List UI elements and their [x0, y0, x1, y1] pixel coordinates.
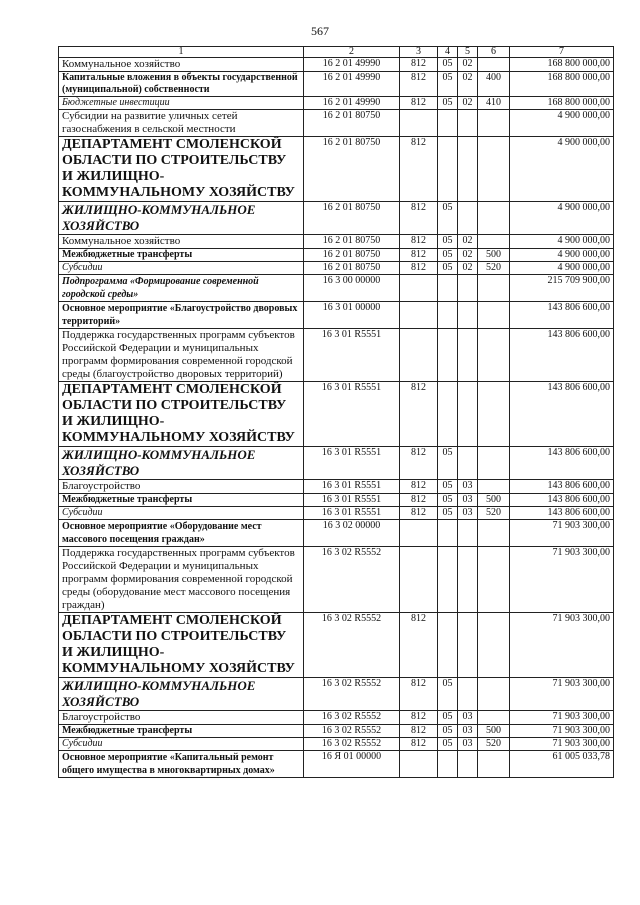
amount: 71 903 300,00 — [510, 678, 614, 711]
expense-type-code — [478, 751, 510, 778]
line-item-name: Субсидии на развитие уличных сетей газоснабжения в сельской местности — [59, 110, 304, 137]
section-code: 05 — [438, 235, 458, 249]
amount: 143 806 600,00 — [510, 507, 614, 520]
subsection-code — [458, 447, 478, 480]
line-item-name: Благоустройство — [59, 711, 304, 725]
amount: 143 806 600,00 — [510, 329, 614, 382]
section-code: 05 — [438, 58, 458, 72]
line-item-name: Межбюджетные трансферты — [59, 249, 304, 262]
column-number: 2 — [304, 47, 400, 58]
department-code — [400, 547, 438, 613]
table-row — [59, 751, 614, 778]
subsection-code — [458, 110, 478, 137]
line-item-name: Субсидии — [59, 507, 304, 520]
line-item-name: Бюджетные инвестиции — [59, 97, 304, 110]
expense-type-code — [478, 329, 510, 382]
target-article-code: 16 3 01 R5551 — [304, 447, 400, 480]
department-code: 812 — [400, 480, 438, 494]
table-row — [59, 58, 614, 72]
table-row — [59, 137, 614, 202]
amount: 4 900 000,00 — [510, 249, 614, 262]
expense-type-code: 410 — [478, 97, 510, 110]
department-code — [400, 751, 438, 778]
subsection-code: 03 — [458, 738, 478, 751]
target-article-code: 16 2 01 80750 — [304, 110, 400, 137]
amount: 71 903 300,00 — [510, 547, 614, 613]
page-number: 567 — [311, 24, 329, 38]
amount: 143 806 600,00 — [510, 302, 614, 329]
column-number: 5 — [458, 47, 478, 58]
amount: 143 806 600,00 — [510, 382, 614, 447]
subsection-code: 03 — [458, 711, 478, 725]
subsection-code — [458, 382, 478, 447]
column-number: 7 — [510, 47, 614, 58]
column-number: 4 — [438, 47, 458, 58]
department-code: 812 — [400, 262, 438, 275]
subsection-code: 02 — [458, 249, 478, 262]
department-code: 812 — [400, 235, 438, 249]
section-code — [438, 302, 458, 329]
line-item-name: ЖИЛИЩНО-КОММУНАЛЬНОЕ ХОЗЯЙСТВО — [59, 678, 304, 711]
section-code: 05 — [438, 72, 458, 97]
section-code: 05 — [438, 678, 458, 711]
table-row — [59, 235, 614, 249]
column-number-header — [59, 47, 614, 58]
table-row — [59, 613, 614, 678]
line-item-name: Капитальные вложения в объекты государственной (муниципальной) собственности — [59, 72, 304, 97]
line-item-name: Поддержка государственных программ субъектов Российской Федерации и муниципальных программ формирования современной городской среды (оборудование мест массового посещения граждан) — [59, 547, 304, 613]
target-article-code: 16 3 02 R5552 — [304, 678, 400, 711]
section-code: 05 — [438, 494, 458, 507]
department-code: 812 — [400, 725, 438, 738]
department-code: 812 — [400, 202, 438, 235]
target-article-code: 16 2 01 80750 — [304, 235, 400, 249]
amount: 143 806 600,00 — [510, 480, 614, 494]
section-code — [438, 329, 458, 382]
subsection-code — [458, 613, 478, 678]
amount: 215 709 900,00 — [510, 275, 614, 302]
subsection-code — [458, 302, 478, 329]
line-item-name: ДЕПАРТАМЕНТ СМОЛЕНСКОЙ ОБЛАСТИ ПО СТРОИТЕЛЬСТВУ И ЖИЛИЩНО-КОММУНАЛЬНОМУ ХОЗЯЙСТВУ — [59, 137, 304, 202]
target-article-code: 16 3 02 R5552 — [304, 613, 400, 678]
department-code — [400, 520, 438, 547]
expense-type-code — [478, 275, 510, 302]
section-code: 05 — [438, 738, 458, 751]
amount: 4 900 000,00 — [510, 262, 614, 275]
department-code: 812 — [400, 382, 438, 447]
subsection-code — [458, 520, 478, 547]
line-item-name: ЖИЛИЩНО-КОММУНАЛЬНОЕ ХОЗЯЙСТВО — [59, 447, 304, 480]
table-row — [59, 725, 614, 738]
section-code: 05 — [438, 202, 458, 235]
target-article-code: 16 2 01 80750 — [304, 202, 400, 235]
table-row — [59, 711, 614, 725]
amount: 71 903 300,00 — [510, 613, 614, 678]
section-code — [438, 520, 458, 547]
subsection-code: 03 — [458, 494, 478, 507]
table-row — [59, 302, 614, 329]
expense-type-code — [478, 520, 510, 547]
target-article-code: 16 2 01 80750 — [304, 137, 400, 202]
amount: 168 800 000,00 — [510, 58, 614, 72]
amount: 71 903 300,00 — [510, 520, 614, 547]
section-code: 05 — [438, 480, 458, 494]
expense-type-code — [478, 613, 510, 678]
expense-type-code — [478, 711, 510, 725]
subsection-code: 03 — [458, 725, 478, 738]
table-row — [59, 547, 614, 613]
subsection-code — [458, 329, 478, 382]
target-article-code: 16 3 01 R5551 — [304, 382, 400, 447]
section-code — [438, 613, 458, 678]
expense-type-code — [478, 302, 510, 329]
expense-type-code — [478, 480, 510, 494]
expense-type-code — [478, 382, 510, 447]
expense-type-code — [478, 235, 510, 249]
section-code: 05 — [438, 262, 458, 275]
expense-type-code: 520 — [478, 507, 510, 520]
department-code: 812 — [400, 58, 438, 72]
target-article-code: 16 Я 01 00000 — [304, 751, 400, 778]
department-code: 812 — [400, 613, 438, 678]
expense-type-code: 500 — [478, 725, 510, 738]
department-code — [400, 110, 438, 137]
table-row — [59, 202, 614, 235]
section-code: 05 — [438, 711, 458, 725]
subsection-code — [458, 547, 478, 613]
line-item-name: Подпрограмма «Формирование современной городской среды» — [59, 275, 304, 302]
amount: 4 900 000,00 — [510, 110, 614, 137]
line-item-name: Коммунальное хозяйство — [59, 58, 304, 72]
section-code — [438, 547, 458, 613]
subsection-code: 02 — [458, 262, 478, 275]
section-code — [438, 751, 458, 778]
line-item-name: ДЕПАРТАМЕНТ СМОЛЕНСКОЙ ОБЛАСТИ ПО СТРОИТЕЛЬСТВУ И ЖИЛИЩНО-КОММУНАЛЬНОМУ ХОЗЯЙСТВУ — [59, 382, 304, 447]
target-article-code: 16 3 02 00000 — [304, 520, 400, 547]
column-number: 3 — [400, 47, 438, 58]
section-code — [438, 110, 458, 137]
department-code: 812 — [400, 137, 438, 202]
department-code — [400, 329, 438, 382]
amount: 4 900 000,00 — [510, 137, 614, 202]
department-code: 812 — [400, 97, 438, 110]
table-row — [59, 738, 614, 751]
table-row — [59, 329, 614, 382]
amount: 61 005 033,78 — [510, 751, 614, 778]
amount: 168 800 000,00 — [510, 72, 614, 97]
target-article-code: 16 2 01 80750 — [304, 249, 400, 262]
subsection-code — [458, 202, 478, 235]
expense-type-code: 500 — [478, 494, 510, 507]
table-row — [59, 72, 614, 97]
line-item-name: Поддержка государственных программ субъектов Российской Федерации и муниципальных программ формирования современной городской среды (благоустройство дворовых территорий) — [59, 329, 304, 382]
target-article-code: 16 3 00 00000 — [304, 275, 400, 302]
table-row — [59, 447, 614, 480]
amount: 71 903 300,00 — [510, 725, 614, 738]
section-code: 05 — [438, 507, 458, 520]
table-row — [59, 275, 614, 302]
target-article-code: 16 3 01 00000 — [304, 302, 400, 329]
line-item-name: Основное мероприятие «Благоустройство дворовых территорий» — [59, 302, 304, 329]
amount: 71 903 300,00 — [510, 711, 614, 725]
target-article-code: 16 2 01 49990 — [304, 58, 400, 72]
table-row — [59, 97, 614, 110]
target-article-code: 16 3 01 R5551 — [304, 507, 400, 520]
line-item-name: Субсидии — [59, 738, 304, 751]
subsection-code — [458, 678, 478, 711]
department-code: 812 — [400, 249, 438, 262]
column-number: 1 — [59, 47, 304, 58]
target-article-code: 16 3 01 R5551 — [304, 480, 400, 494]
expense-type-code — [478, 110, 510, 137]
subsection-code: 02 — [458, 72, 478, 97]
department-code: 812 — [400, 738, 438, 751]
expense-type-code — [478, 678, 510, 711]
department-code: 812 — [400, 507, 438, 520]
target-article-code: 16 2 01 49990 — [304, 97, 400, 110]
expense-type-code — [478, 202, 510, 235]
subsection-code: 02 — [458, 235, 478, 249]
line-item-name: Межбюджетные трансферты — [59, 725, 304, 738]
target-article-code: 16 3 01 R5551 — [304, 494, 400, 507]
section-code: 05 — [438, 97, 458, 110]
line-item-name: Субсидии — [59, 262, 304, 275]
subsection-code — [458, 751, 478, 778]
subsection-code: 02 — [458, 97, 478, 110]
table-row — [59, 507, 614, 520]
line-item-name: Коммунальное хозяйство — [59, 235, 304, 249]
subsection-code — [458, 137, 478, 202]
target-article-code: 16 3 02 R5552 — [304, 725, 400, 738]
table-row — [59, 494, 614, 507]
amount: 4 900 000,00 — [510, 235, 614, 249]
section-code: 05 — [438, 447, 458, 480]
amount: 71 903 300,00 — [510, 738, 614, 751]
department-code: 812 — [400, 711, 438, 725]
line-item-name: ЖИЛИЩНО-КОММУНАЛЬНОЕ ХОЗЯЙСТВО — [59, 202, 304, 235]
department-code — [400, 275, 438, 302]
column-number: 6 — [478, 47, 510, 58]
section-code — [438, 275, 458, 302]
expense-type-code: 500 — [478, 249, 510, 262]
expense-type-code: 400 — [478, 72, 510, 97]
line-item-name: Основное мероприятие «Капитальный ремонт общего имущества в многоквартирных домах» — [59, 751, 304, 778]
subsection-code — [458, 275, 478, 302]
table-row — [59, 678, 614, 711]
table-row — [59, 382, 614, 447]
expense-type-code — [478, 547, 510, 613]
expense-type-code — [478, 137, 510, 202]
amount: 4 900 000,00 — [510, 202, 614, 235]
line-item-name: Межбюджетные трансферты — [59, 494, 304, 507]
table-row — [59, 520, 614, 547]
section-code: 05 — [438, 249, 458, 262]
section-code — [438, 137, 458, 202]
amount: 168 800 000,00 — [510, 97, 614, 110]
amount: 143 806 600,00 — [510, 447, 614, 480]
subsection-code: 03 — [458, 480, 478, 494]
department-code: 812 — [400, 494, 438, 507]
budget-table — [58, 46, 614, 778]
target-article-code: 16 2 01 80750 — [304, 262, 400, 275]
department-code: 812 — [400, 447, 438, 480]
expense-type-code — [478, 58, 510, 72]
table-row — [59, 249, 614, 262]
line-item-name: Основное мероприятие «Оборудование мест массового посещения граждан» — [59, 520, 304, 547]
table-row — [59, 262, 614, 275]
amount: 143 806 600,00 — [510, 494, 614, 507]
target-article-code: 16 3 02 R5552 — [304, 547, 400, 613]
section-code: 05 — [438, 725, 458, 738]
table-row — [59, 110, 614, 137]
department-code — [400, 302, 438, 329]
expense-type-code: 520 — [478, 738, 510, 751]
department-code: 812 — [400, 72, 438, 97]
line-item-name: Благоустройство — [59, 480, 304, 494]
target-article-code: 16 3 02 R5552 — [304, 711, 400, 725]
expense-type-code — [478, 447, 510, 480]
subsection-code: 03 — [458, 507, 478, 520]
section-code — [438, 382, 458, 447]
table-row — [59, 480, 614, 494]
subsection-code: 02 — [458, 58, 478, 72]
target-article-code: 16 2 01 49990 — [304, 72, 400, 97]
expense-type-code: 520 — [478, 262, 510, 275]
line-item-name: ДЕПАРТАМЕНТ СМОЛЕНСКОЙ ОБЛАСТИ ПО СТРОИТЕЛЬСТВУ И ЖИЛИЩНО-КОММУНАЛЬНОМУ ХОЗЯЙСТВУ — [59, 613, 304, 678]
department-code: 812 — [400, 678, 438, 711]
target-article-code: 16 3 01 R5551 — [304, 329, 400, 382]
target-article-code: 16 3 02 R5552 — [304, 738, 400, 751]
